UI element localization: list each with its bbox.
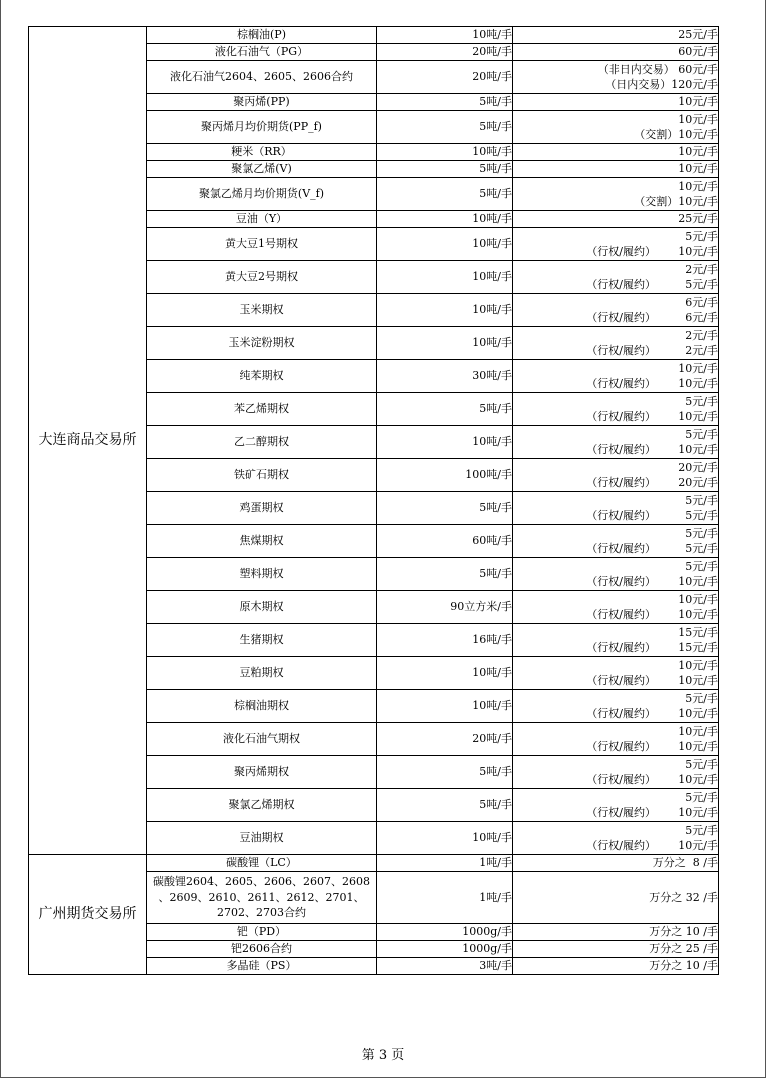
fee-cell	[513, 211, 719, 228]
exercise-label: （行权/履约）	[586, 542, 656, 555]
product-name: 聚氯乙烯月均价期货(V_f)	[147, 178, 377, 211]
product-name: 豆油期权	[147, 822, 377, 855]
contract-unit: 16吨/手	[377, 624, 513, 657]
contract-unit: 20吨/手	[377, 61, 513, 94]
contract-unit: 5吨/手	[377, 492, 513, 525]
fee-line: （日内交易）120元/手	[605, 78, 718, 91]
exercise-label: （行权/履约）	[586, 674, 656, 687]
fee-line: 10元/手	[678, 145, 718, 159]
trading-fee: 2元/手	[685, 328, 718, 342]
exercise-label: （行权/履约）	[586, 641, 656, 654]
exercise-label: （行权/履约）	[586, 806, 656, 819]
fee-cell	[513, 360, 719, 393]
exercise-fee: 10元/手	[678, 806, 718, 819]
contract-unit: 90立方米/手	[377, 591, 513, 624]
product-name: 鸡蛋期权	[147, 492, 377, 525]
fee-cell	[513, 958, 719, 975]
contract-unit: 5吨/手	[377, 756, 513, 789]
contract-unit: 5吨/手	[377, 94, 513, 111]
fee-line: （交割）10元/手	[634, 128, 718, 141]
trading-fee: 2元/手	[685, 262, 718, 276]
exchange-name: 广州期货交易所	[29, 855, 147, 975]
fee-cell	[513, 327, 719, 360]
product-name: 苯乙烯期权	[147, 393, 377, 426]
product-name: 钯（PD）	[147, 924, 377, 941]
fee-line: 万分之 8 /手	[652, 856, 718, 870]
contract-unit: 1吨/手	[377, 872, 513, 924]
exercise-label: （行权/履约）	[586, 839, 656, 852]
product-name: 液化石油气期权	[147, 723, 377, 756]
trading-fee: 15元/手	[678, 625, 718, 639]
fee-cell	[513, 261, 719, 294]
exercise-fee: 6元/手	[685, 311, 718, 324]
product-name-line: 2702、2703合约	[217, 906, 306, 920]
contract-unit: 10吨/手	[377, 690, 513, 723]
exercise-label: （行权/履约）	[586, 278, 656, 291]
product-name: 乙二醇期权	[147, 426, 377, 459]
product-name-line: 碳酸锂2604、2605、2606、2607、2608	[153, 875, 370, 889]
contract-unit: 10吨/手	[377, 261, 513, 294]
exercise-fee: 5元/手	[685, 509, 718, 522]
fee-line: 25元/手	[678, 212, 718, 226]
fee-line: 10元/手	[678, 179, 718, 193]
fee-table	[28, 26, 719, 975]
product-name: 生猪期权	[147, 624, 377, 657]
contract-unit: 3吨/手	[377, 958, 513, 975]
contract-unit: 1000g/手	[377, 941, 513, 958]
fee-cell	[513, 492, 719, 525]
exercise-label: （行权/履约）	[586, 509, 656, 522]
fee-cell	[513, 459, 719, 492]
contract-unit: 10吨/手	[377, 657, 513, 690]
fee-cell	[513, 228, 719, 261]
fee-line: 25元/手	[678, 28, 718, 42]
trading-fee: 5元/手	[685, 526, 718, 540]
product-name: 棕榈油(P)	[147, 27, 377, 44]
fee-line: 60元/手	[678, 45, 718, 59]
fee-line: 万分之 32 /手	[649, 890, 718, 904]
fee-cell	[513, 756, 719, 789]
product-name: 玉米淀粉期权	[147, 327, 377, 360]
exercise-label: （行权/履约）	[586, 608, 656, 621]
trading-fee: 10元/手	[678, 658, 718, 672]
fee-cell	[513, 27, 719, 44]
contract-unit: 10吨/手	[377, 144, 513, 161]
contract-unit: 5吨/手	[377, 178, 513, 211]
trading-fee: 5元/手	[685, 823, 718, 837]
trading-fee: 5元/手	[685, 229, 718, 243]
exercise-label: （行权/履约）	[586, 476, 656, 489]
product-name: 黄大豆1号期权	[147, 228, 377, 261]
fee-cell	[513, 94, 719, 111]
trading-fee: 10元/手	[678, 361, 718, 375]
fee-cell	[513, 789, 719, 822]
exercise-fee: 10元/手	[678, 377, 718, 390]
fee-cell	[513, 525, 719, 558]
exercise-fee: 20元/手	[678, 476, 718, 489]
exercise-label: （行权/履约）	[586, 443, 656, 456]
exchange-name: 大连商品交易所	[29, 27, 147, 855]
fee-cell	[513, 941, 719, 958]
product-name: 棕榈油期权	[147, 690, 377, 723]
product-name: 多晶硅（PS）	[147, 958, 377, 975]
exercise-fee: 5元/手	[685, 542, 718, 555]
table-row	[29, 855, 719, 872]
exercise-fee: 10元/手	[678, 707, 718, 720]
exercise-label: （行权/履约）	[586, 377, 656, 390]
trading-fee: 5元/手	[685, 691, 718, 705]
exercise-fee: 2元/手	[685, 344, 718, 357]
exercise-fee: 5元/手	[685, 278, 718, 291]
product-name: 碳酸锂（LC）	[147, 855, 377, 872]
product-name: 聚丙烯月均价期货(PP_f)	[147, 111, 377, 144]
exercise-fee: 10元/手	[678, 608, 718, 621]
contract-unit: 5吨/手	[377, 558, 513, 591]
trading-fee: 5元/手	[685, 559, 718, 573]
contract-unit: 1000g/手	[377, 924, 513, 941]
contract-unit: 10吨/手	[377, 27, 513, 44]
exercise-fee: 10元/手	[678, 773, 718, 786]
fee-line: 万分之 25 /手	[649, 942, 718, 956]
contract-unit: 5吨/手	[377, 111, 513, 144]
trading-fee: 5元/手	[685, 757, 718, 771]
fee-line: 万分之 10 /手	[649, 925, 718, 939]
exercise-fee: 10元/手	[678, 674, 718, 687]
fee-cell	[513, 393, 719, 426]
exercise-fee: 10元/手	[678, 575, 718, 588]
product-name: 粳米（RR）	[147, 144, 377, 161]
fee-cell	[513, 426, 719, 459]
product-name: 纯苯期权	[147, 360, 377, 393]
contract-unit: 5吨/手	[377, 161, 513, 178]
trading-fee: 10元/手	[678, 724, 718, 738]
exercise-fee: 10元/手	[678, 839, 718, 852]
product-name: 钯2606合约	[147, 941, 377, 958]
fee-line: 10元/手	[678, 112, 718, 126]
fee-line: 10元/手	[678, 162, 718, 176]
product-name-line: 、2609、2610、2611、2612、2701、	[158, 890, 365, 904]
contract-unit: 1吨/手	[377, 855, 513, 872]
product-name	[147, 872, 377, 924]
contract-unit: 10吨/手	[377, 294, 513, 327]
contract-unit: 10吨/手	[377, 228, 513, 261]
exercise-fee: 10元/手	[678, 443, 718, 456]
trading-fee: 5元/手	[685, 427, 718, 441]
fee-cell	[513, 144, 719, 161]
fee-cell	[513, 624, 719, 657]
product-name: 铁矿石期权	[147, 459, 377, 492]
product-name: 豆油（Y）	[147, 211, 377, 228]
table-row	[29, 27, 719, 44]
fee-cell	[513, 822, 719, 855]
product-name: 塑料期权	[147, 558, 377, 591]
product-name: 豆粕期权	[147, 657, 377, 690]
exercise-label: （行权/履约）	[586, 311, 656, 324]
fee-line: （交割）10元/手	[634, 195, 718, 208]
exercise-label: （行权/履约）	[586, 740, 656, 753]
product-name: 液化石油气（PG）	[147, 44, 377, 61]
fee-cell	[513, 591, 719, 624]
contract-unit: 100吨/手	[377, 459, 513, 492]
trading-fee: 5元/手	[685, 790, 718, 804]
fee-table-body	[29, 27, 719, 975]
contract-unit: 20吨/手	[377, 723, 513, 756]
page-number: 第 3 页	[361, 1048, 405, 1063]
contract-unit: 10吨/手	[377, 327, 513, 360]
fee-cell	[513, 657, 719, 690]
fee-cell	[513, 61, 719, 94]
contract-unit: 60吨/手	[377, 525, 513, 558]
product-name: 原木期权	[147, 591, 377, 624]
contract-unit: 10吨/手	[377, 426, 513, 459]
fee-line: 万分之 10 /手	[649, 959, 718, 973]
contract-unit: 20吨/手	[377, 44, 513, 61]
exercise-label: （行权/履约）	[586, 410, 656, 423]
fee-cell	[513, 44, 719, 61]
exercise-label: （行权/履约）	[586, 773, 656, 786]
fee-line: （非日内交易） 60元/手	[597, 62, 718, 76]
contract-unit: 5吨/手	[377, 789, 513, 822]
product-name: 聚氯乙烯(V)	[147, 161, 377, 178]
product-name: 聚丙烯期权	[147, 756, 377, 789]
product-name: 焦煤期权	[147, 525, 377, 558]
fee-cell	[513, 690, 719, 723]
trading-fee: 6元/手	[685, 295, 718, 309]
fee-line: 10元/手	[678, 95, 718, 109]
fee-cell	[513, 111, 719, 144]
trading-fee: 10元/手	[678, 592, 718, 606]
trading-fee: 5元/手	[685, 394, 718, 408]
exercise-label: （行权/履约）	[586, 707, 656, 720]
exercise-label: （行权/履约）	[586, 245, 656, 258]
contract-unit: 30吨/手	[377, 360, 513, 393]
exercise-fee: 10元/手	[678, 245, 718, 258]
fee-cell	[513, 872, 719, 924]
contract-unit: 10吨/手	[377, 822, 513, 855]
exercise-label: （行权/履约）	[586, 575, 656, 588]
trading-fee: 20元/手	[678, 460, 718, 474]
fee-cell	[513, 558, 719, 591]
trading-fee: 5元/手	[685, 493, 718, 507]
fee-cell	[513, 924, 719, 941]
fee-cell	[513, 723, 719, 756]
exercise-fee: 10元/手	[678, 740, 718, 753]
product-name: 聚丙烯(PP)	[147, 94, 377, 111]
contract-unit: 10吨/手	[377, 211, 513, 228]
product-name: 黄大豆2号期权	[147, 261, 377, 294]
exercise-fee: 15元/手	[678, 641, 718, 654]
fee-cell	[513, 294, 719, 327]
fee-cell	[513, 161, 719, 178]
contract-unit: 5吨/手	[377, 393, 513, 426]
product-name: 玉米期权	[147, 294, 377, 327]
exercise-label: （行权/履约）	[586, 344, 656, 357]
fee-cell	[513, 855, 719, 872]
product-name: 聚氯乙烯期权	[147, 789, 377, 822]
product-name: 液化石油气2604、2605、2606合约	[147, 61, 377, 94]
exercise-fee: 10元/手	[678, 410, 718, 423]
fee-cell	[513, 178, 719, 211]
